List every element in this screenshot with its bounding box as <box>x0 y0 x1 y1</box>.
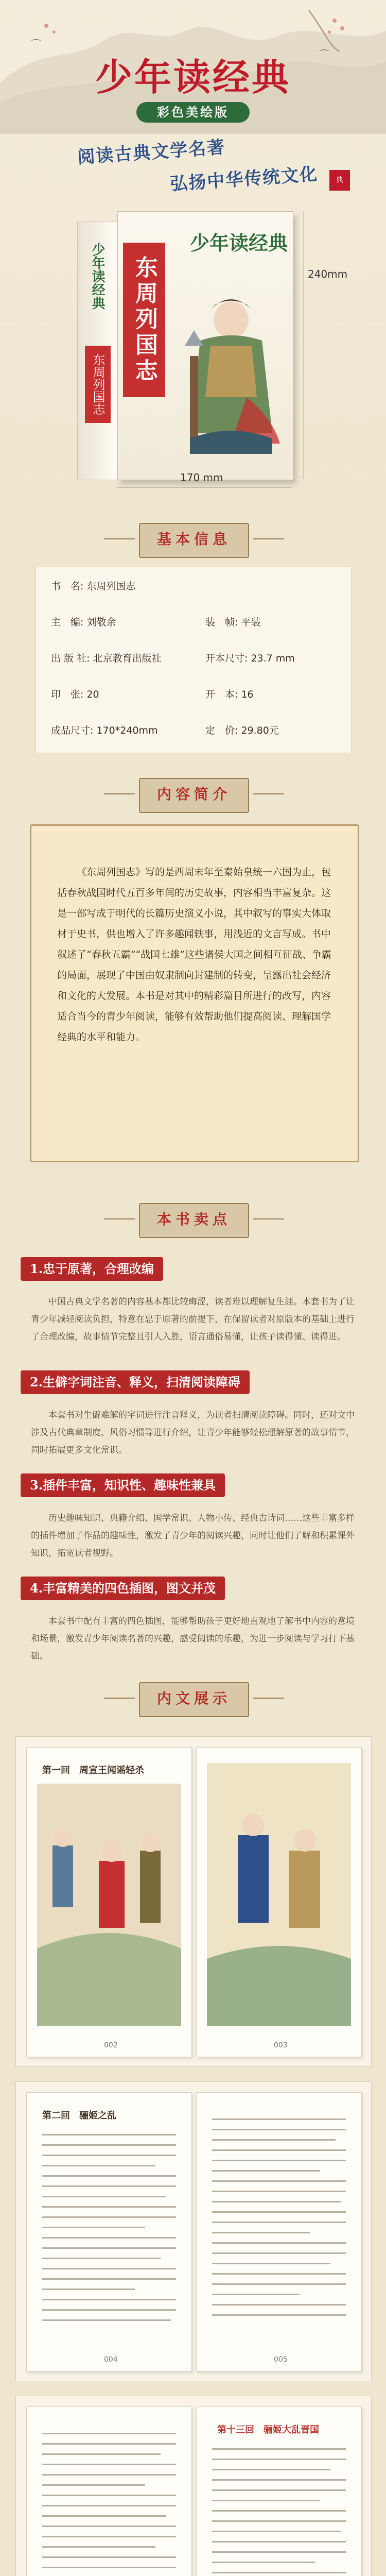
text-line <box>212 2459 346 2460</box>
height-dimension-label: 240mm <box>308 268 348 280</box>
page-number: 002 <box>104 2041 118 2049</box>
text-line <box>212 2129 346 2130</box>
book-spine <box>77 222 118 480</box>
book-cover-image <box>77 211 348 489</box>
page-number: 005 <box>274 2355 288 2364</box>
page-number: 004 <box>104 2355 118 2364</box>
text-line <box>42 2216 176 2218</box>
info-publisher: 出 版 社: 北京教育出版社 <box>51 653 162 664</box>
chapter-heading: 第十三回 骊姬大乱晋国 <box>217 2425 319 2435</box>
illustration-scene <box>207 1763 351 2026</box>
info-size: 成品尺寸: 170*240mm <box>51 725 158 736</box>
preview-spread-3 <box>15 2396 372 2576</box>
info-sheets: 印 张: 20 <box>51 689 99 700</box>
text-line <box>42 2433 176 2434</box>
slogan-line-2: 弘扬中华传统文化 <box>169 163 319 195</box>
chapter-heading: 第一回 周宣王闻谣轻杀 <box>42 1765 144 1776</box>
text-line <box>212 2314 346 2316</box>
text-line <box>212 2510 346 2512</box>
text-line <box>212 2191 346 2192</box>
text-line <box>42 2443 176 2445</box>
preview-page-left <box>26 1747 192 2057</box>
feature-title-4: 4.丰富精美的四色插图，图文并茂 <box>21 1577 225 1600</box>
section-header-features: 本书卖点 <box>139 1203 249 1238</box>
hero-title: 少年读经典 <box>95 55 291 99</box>
text-line <box>42 2464 176 2465</box>
hero-banner <box>0 0 386 520</box>
slogan-line-1: 阅读古典文学名著 <box>77 137 226 168</box>
text-line <box>212 2500 320 2501</box>
text-line <box>212 2448 346 2450</box>
spine-series-title: 少年读经典 <box>90 243 105 310</box>
bird-icon: ⌒ <box>319 48 329 61</box>
info-binding: 装 帧: 平装 <box>205 617 261 628</box>
chapter-heading: 第二回 骊姬之乱 <box>42 2110 116 2121</box>
cover-book-title: 东周列国志 <box>123 243 165 397</box>
text-line <box>212 2222 346 2223</box>
text-line <box>42 2258 161 2259</box>
text-line <box>42 2567 176 2568</box>
text-line <box>42 2289 135 2290</box>
text-line <box>212 2469 330 2470</box>
text-line <box>212 2489 346 2491</box>
text-line <box>212 2170 320 2172</box>
text-line <box>42 2526 176 2527</box>
preview-page-right <box>196 1747 362 2057</box>
feature-text-3: 历史趣味知识、典籍介绍、国学常识、人物小传、经典古诗词……这些丰富多样的插件增加了作品的趣味性，激发了青少年的阅读兴趣，同时让他们了解和积累课外知识，拓宽读者视野。 <box>31 1513 355 1558</box>
bird-icon: ⌒ <box>31 38 41 50</box>
section-header-basic-info: 基本信息 <box>139 523 249 558</box>
cover-series-title: 少年读经典 <box>190 231 288 255</box>
text-line <box>212 2572 346 2573</box>
feature-title-2: 2.生僻字词注音、释义，扫清阅读障碍 <box>21 1370 250 1394</box>
text-line <box>212 2294 300 2295</box>
text-line <box>212 2562 315 2563</box>
text-line <box>42 2196 166 2197</box>
text-line <box>42 2515 166 2517</box>
text-line <box>42 2309 176 2311</box>
basic-info-table <box>35 567 352 753</box>
text-line <box>42 2144 176 2146</box>
illustration-battle <box>37 1784 181 2026</box>
info-title: 书 名: 东周列国志 <box>51 581 136 592</box>
text-line <box>42 2453 161 2455</box>
text-line <box>42 2268 176 2269</box>
text-line <box>212 2304 346 2306</box>
feature-title-3: 3.插件丰富，知识性、趣味性兼具 <box>21 1473 225 1497</box>
text-line <box>42 2546 155 2548</box>
text-line <box>212 2283 346 2285</box>
intro-panel <box>30 824 359 1162</box>
text-line <box>212 2531 341 2532</box>
text-line <box>212 2551 346 2553</box>
text-line <box>212 2252 346 2254</box>
hero-subtitle-badge: 彩色美绘版 <box>136 102 250 123</box>
warrior-illustration <box>169 284 288 454</box>
preview-spread-1 <box>15 1736 372 2067</box>
text-line <box>42 2299 176 2300</box>
text-line <box>212 2520 346 2522</box>
text-line <box>212 2149 346 2151</box>
text-line <box>42 2278 176 2280</box>
text-line <box>212 2211 346 2213</box>
book-front-cover <box>117 211 293 480</box>
text-line <box>42 2237 176 2239</box>
text-line <box>42 2505 176 2506</box>
section-header-intro: 内容简介 <box>139 778 249 813</box>
intro-text: 《东周列国志》写的是西周末年至秦始皇统一六国为止，包括春秋战国时代五百多年间的历史故事，内容相当丰富复杂。这是一部写成于明代的长篇历史演义小说，其中叙写的事实大体取材于史书，供也增入了许多趣闻轶事，用浅近的文言写成。书中叙述了“春秋五霸”“战国七雄”这些诸侯大国之间相互征战、争霸的局面，展现了中国由奴隶制向封建制的转变，呈露出社会经济和文化的大发展。本书是对其中的精彩篇目所进行的改写，内容适合当今的青少年阅读，能够有效帮助他们提高阅读、理解国学经典的水平和能力。 <box>57 867 331 1043</box>
feature-text-1: 中国古典文学名著的内容基本都比较晦涩，读者难以理解复生涯。本套书为了让青少年减轻阅读负担，特意在忠于原著的前提下，在保留读者对原版本的基础上进行了合理改编，故事情节完整且引人入胜，语言通俗易懂，让孩子读得懂、读得进。 <box>31 1297 355 1342</box>
section-header-preview: 内文展示 <box>139 1682 249 1717</box>
feature-text-2: 本套书对生僻难解的字词进行注音释义，为读者扫清阅读障碍。同时，还对文中涉及古代典章制度、风俗习惯等进行介绍，让青少年能够轻松理解原著的故事情节，同时拓展更多文化常识。 <box>31 1410 355 1455</box>
preview-page-right <box>196 2406 362 2576</box>
preview-spread-2 <box>15 2081 372 2381</box>
text-line <box>42 2134 176 2136</box>
text-line <box>212 2119 346 2120</box>
info-thickness: 开本尺寸: 23.7 mm <box>205 653 295 664</box>
text-line <box>212 2160 346 2161</box>
text-line <box>212 2541 346 2543</box>
text-line <box>212 2263 330 2264</box>
red-seal-stamp: 典 <box>329 170 350 191</box>
preview-page-left <box>26 2092 192 2371</box>
text-line <box>42 2155 176 2156</box>
text-line <box>212 2180 346 2182</box>
text-line <box>42 2536 176 2537</box>
text-line <box>212 2139 336 2141</box>
text-line <box>42 2319 171 2321</box>
text-line <box>42 2165 155 2166</box>
text-line <box>42 2474 176 2476</box>
text-line <box>42 2484 145 2486</box>
page-number: 003 <box>274 2041 288 2049</box>
info-price: 定 价: 29.80元 <box>205 725 279 736</box>
text-line <box>42 2227 145 2228</box>
text-line <box>212 2232 310 2233</box>
text-line <box>212 2242 346 2244</box>
text-line <box>42 2185 176 2187</box>
text-line <box>42 2556 176 2558</box>
feature-text-4: 本套书中配有丰富的四色插图，能够帮助孩子更好地直观地了解书中内容的意境和场景，激发青少年阅读名著的兴趣，感受阅读的乐趣，为进一步阅读与学习打下基础。 <box>31 1616 355 1662</box>
text-line <box>42 2247 176 2249</box>
text-line <box>212 2273 346 2275</box>
width-dimension-label: 170 mm <box>180 471 223 484</box>
text-line <box>42 2206 176 2208</box>
text-line <box>42 2495 176 2496</box>
info-format: 开 本: 16 <box>205 689 254 700</box>
preview-page-left <box>26 2406 192 2576</box>
text-line <box>212 2479 346 2481</box>
preview-page-right <box>196 2092 362 2371</box>
text-line <box>42 2175 176 2177</box>
spine-book-title: 东周列国志 <box>85 346 111 423</box>
text-line <box>212 2201 341 2202</box>
info-editor: 主 编: 刘敬余 <box>51 617 116 628</box>
feature-title-1: 1.忠于原著，合理改编 <box>21 1257 163 1281</box>
